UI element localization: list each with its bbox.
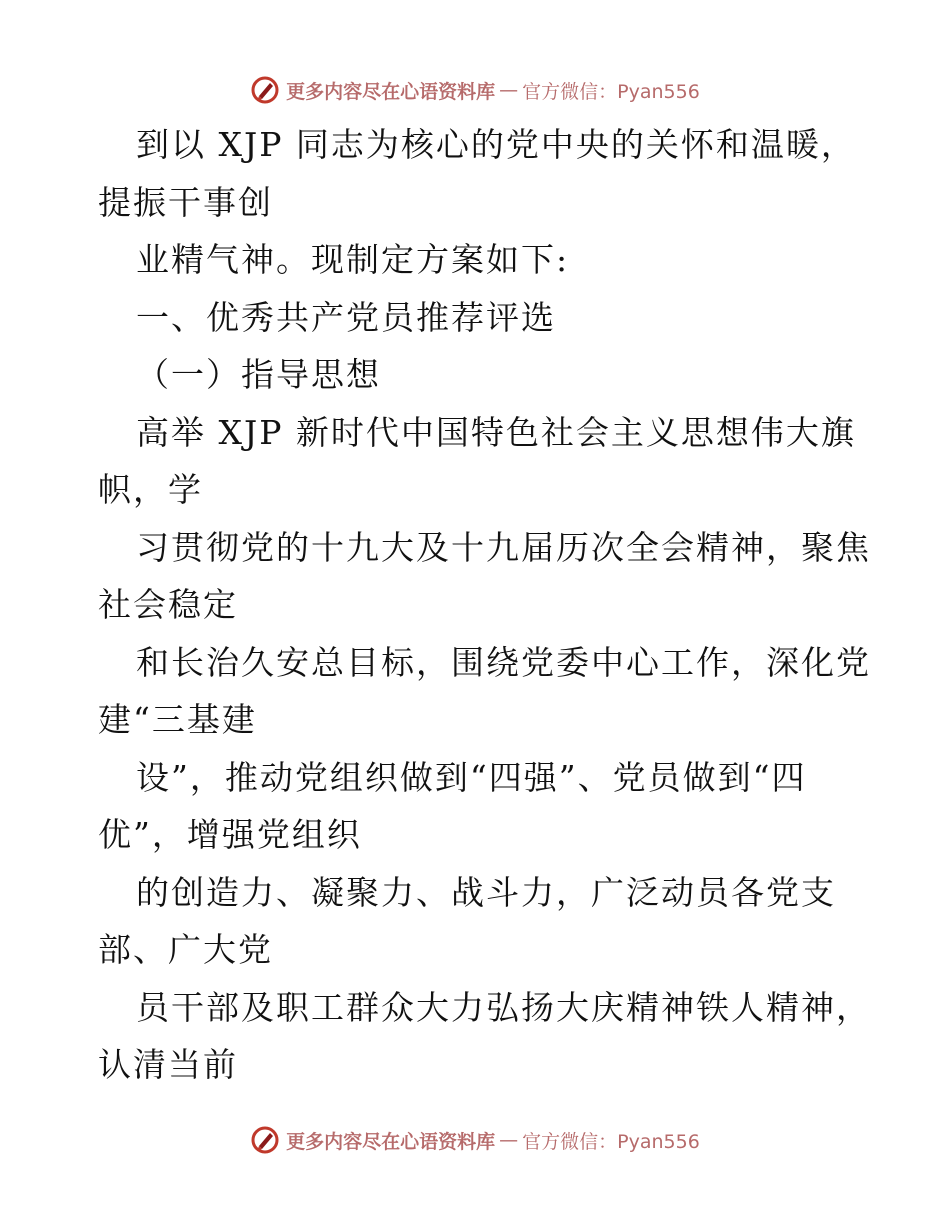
body-line: 和长治久安总目标，围绕党委中心工作，深化党 bbox=[136, 642, 871, 682]
pen-logo-icon bbox=[250, 75, 280, 105]
banner-wechat: 官方微信：Pyan556 bbox=[522, 80, 700, 103]
body-line: 的创造力、凝聚力、战斗力，广泛动员各党支 bbox=[136, 872, 836, 912]
body-line: 建“三基建 bbox=[98, 700, 257, 739]
banner-wechat: 官方微信：Pyan556 bbox=[522, 1130, 700, 1153]
section-heading: 一、优秀共产党员推荐评选 bbox=[136, 297, 556, 337]
banner-dash: — bbox=[499, 79, 519, 101]
body-line: 帜，学 bbox=[98, 470, 203, 509]
footer-banner bbox=[0, 1120, 950, 1160]
body-line: 提振干事创 bbox=[98, 182, 273, 222]
pen-logo-icon bbox=[250, 1125, 280, 1155]
body-line: 到以 XJP 同志为核心的党中央的关怀和温暖， bbox=[136, 125, 856, 164]
body-line: 业精气神。现制定方案如下: bbox=[136, 240, 570, 279]
body-line: 高举 XJP 新时代中国特色社会主义思想伟大旗 bbox=[136, 412, 856, 452]
header-banner bbox=[0, 70, 950, 110]
body-line: 设”，推动党组织做到“四强”、党员做到“四 bbox=[136, 757, 807, 797]
body-line: 部、广大党 bbox=[98, 930, 273, 969]
subsection-heading: （一）指导思想 bbox=[136, 355, 381, 394]
banner-slogan: 更多内容尽在心语资料库 bbox=[286, 1130, 496, 1153]
banner-dash: — bbox=[499, 1129, 519, 1151]
body-line: 认清当前 bbox=[98, 1045, 238, 1084]
document-body bbox=[98, 116, 871, 1094]
body-line: 员干部及职工群众大力弘扬大庆精神铁人精神， bbox=[136, 987, 871, 1027]
body-line: 习贯彻党的十九大及十九届历次全会精神，聚焦 bbox=[136, 527, 871, 567]
banner-slogan: 更多内容尽在心语资料库 bbox=[286, 80, 496, 103]
body-line: 优”，增强党组织 bbox=[98, 815, 362, 854]
body-line: 社会稳定 bbox=[98, 585, 238, 624]
